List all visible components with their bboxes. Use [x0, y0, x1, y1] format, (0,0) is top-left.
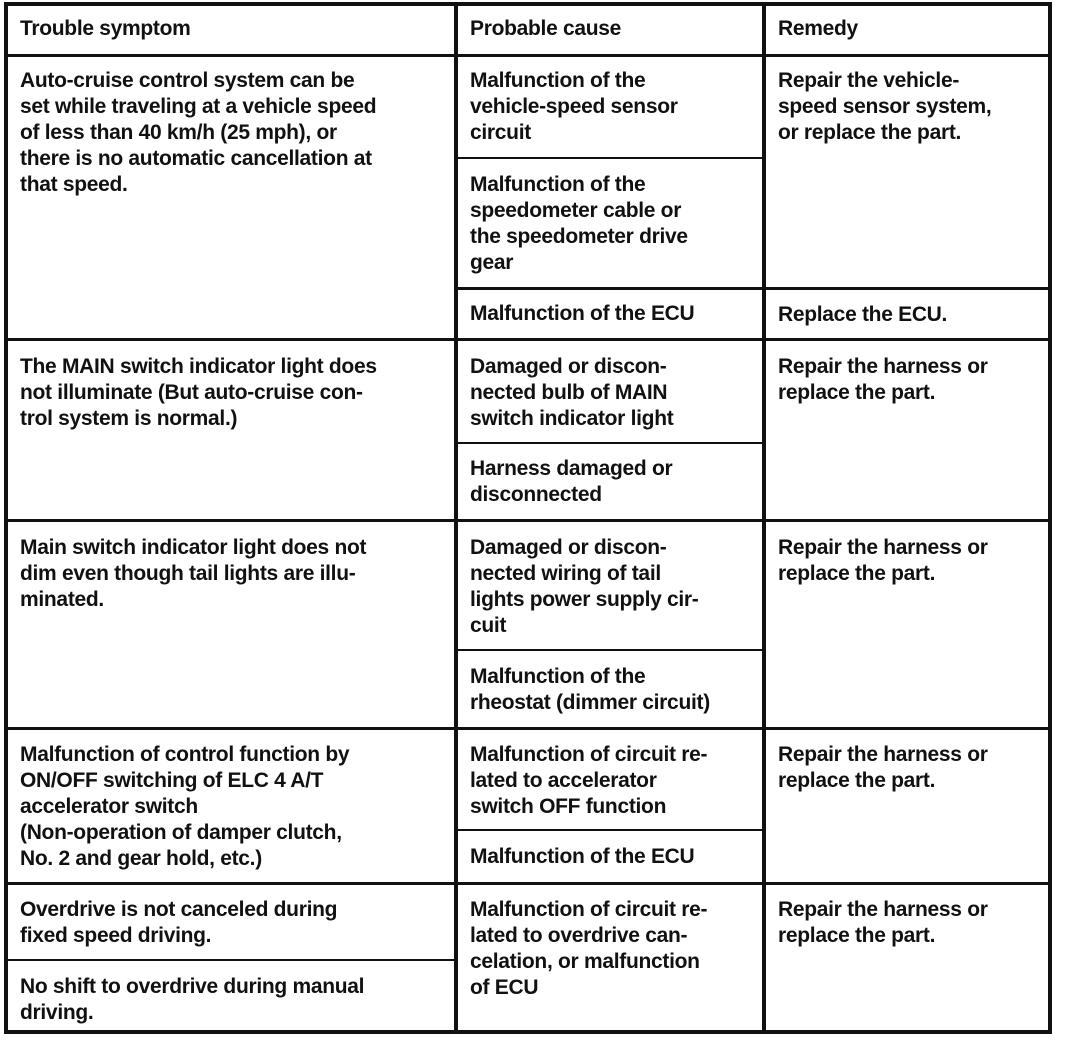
cause-cell: Malfunction of the ECU — [470, 302, 695, 325]
remedy-cell: Repair the harness or replace the part. — [778, 898, 988, 947]
cause-cell: Malfunction of circuit re- lated to overdrive can- celation, or malfunction of ECU — [470, 898, 708, 999]
remedy-cell: Repair the harness or replace the part. — [778, 743, 988, 792]
table-border-right — [1048, 2, 1052, 1034]
cause-cell: Malfunction of the vehicle-speed sensor circuit — [470, 69, 678, 144]
symptom-cell: Malfunction of control function by ON/OFF switching of ELC 4 A/T accelerator switch (Non-operation of damper clutch, No. 2 and gear hold, etc.) — [20, 743, 350, 870]
cause-cell: Malfunction of circuit re- lated to accelerator switch OFF function — [470, 743, 708, 818]
cause-remedy-divider — [454, 287, 1052, 290]
symptom-divider — [4, 959, 458, 961]
table-border-left — [4, 2, 8, 1034]
cause-divider — [454, 157, 766, 159]
header-probable-cause: Probable cause — [470, 17, 622, 40]
group-divider-2 — [4, 519, 1052, 522]
group-divider-3 — [4, 727, 1052, 730]
cause-cell: Malfunction of the speedometer cable or the speedometer drive gear — [470, 173, 688, 274]
remedy-cell: Repair the vehicle- speed sensor system, or replace the part. — [778, 69, 992, 144]
group-divider-1 — [4, 338, 1052, 341]
table-border-bottom — [4, 1030, 1052, 1034]
header-divider — [4, 54, 1052, 57]
remedy-cell: Repair the harness or replace the part. — [778, 536, 988, 585]
cause-divider — [454, 649, 766, 651]
symptom-cell: No shift to overdrive during manual driving. — [20, 975, 365, 1024]
symptom-cell: Main switch indicator light does not dim even though tail lights are illu- minated. — [20, 536, 367, 611]
cause-cell: Damaged or discon- nected bulb of MAIN switch indicator light — [470, 355, 674, 430]
symptom-cell: The MAIN switch indicator light does not illuminate (But auto-cruise con- trol system is normal.) — [20, 355, 377, 430]
troubleshooting-table — [4, 2, 1052, 1034]
cause-divider — [454, 442, 766, 444]
remedy-cell: Repair the harness or replace the part. — [778, 355, 988, 404]
cause-cell: Harness damaged or disconnected — [470, 457, 673, 506]
header-trouble-symptom: Trouble symptom — [20, 17, 191, 40]
cause-cell: Malfunction of the rheostat (dimmer circuit) — [470, 665, 710, 714]
symptom-cell: Overdrive is not canceled during fixed speed driving. — [20, 898, 338, 947]
header-remedy: Remedy — [778, 17, 858, 40]
cause-divider — [454, 829, 766, 831]
group-divider-4 — [4, 882, 1052, 885]
symptom-cell: Auto-cruise control system can be set while traveling at a vehicle speed of less than 40 km/h (25 mph), or there is no automatic cancellation at that speed. — [20, 69, 377, 196]
table-border-top — [4, 2, 1052, 6]
remedy-cell: Replace the ECU. — [778, 303, 948, 326]
cause-cell: Malfunction of the ECU — [470, 845, 695, 868]
cause-cell: Damaged or discon- nected wiring of tail lights power supply cir- cuit — [470, 536, 699, 637]
